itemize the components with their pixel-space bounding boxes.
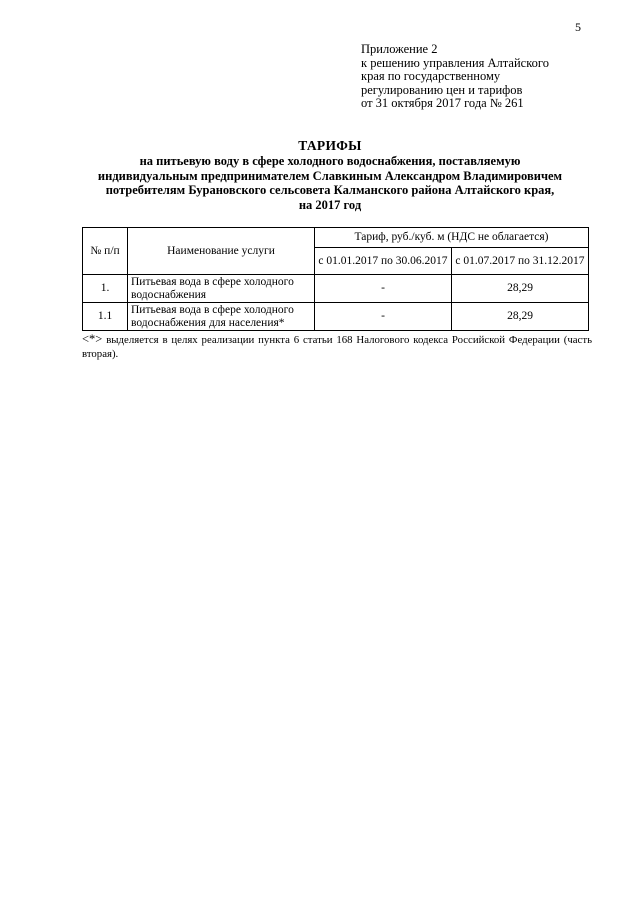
title-line: потребителям Бурановского сельсовета Калманского района Алтайского края, <box>105 183 555 197</box>
row-value-period-1: - <box>315 275 452 303</box>
header-number: № п/п <box>83 228 128 275</box>
table-row <box>83 303 589 331</box>
row-value-period-2: 28,29 <box>452 303 589 331</box>
appendix-line: к решению управления Алтайского <box>361 55 549 70</box>
appendix-line: регулированию цен и тарифов <box>361 82 523 97</box>
header-service-name: Наименование услуги <box>128 228 315 275</box>
footnote <box>82 332 592 361</box>
row-number: 1. <box>83 275 128 303</box>
row-service-name: Питьевая вода в сфере холодного водоснабжения <box>128 275 315 303</box>
appendix-line: от 31 октября 2017 года № 261 <box>361 96 524 111</box>
appendix-line: края по государственному <box>361 69 501 84</box>
appendix-reference <box>361 43 611 111</box>
title-heading: ТАРИФЫ <box>298 138 362 153</box>
header-tariff: Тариф, руб./куб. м (НДС не облагается) <box>315 228 589 248</box>
page-number: 5 <box>575 20 581 34</box>
row-value-period-1: - <box>315 303 452 331</box>
document-title <box>60 138 600 212</box>
header-period-1: с 01.01.2017 по 30.06.2017 <box>315 248 452 275</box>
footnote-marker: <*> <box>82 332 103 346</box>
title-line: на питьевую воду в сфере холодного водоснабжения, поставляемую <box>139 154 521 168</box>
row-service-name: Питьевая вода в сфере холодного водоснабжения для населения* <box>128 303 315 331</box>
appendix-line: Приложение 2 <box>361 42 438 56</box>
tariff-table <box>82 227 589 331</box>
row-number: 1.1 <box>83 303 128 331</box>
title-line: на 2017 год <box>298 197 362 212</box>
footnote-text: выделяется в целях реализации пункта 6 статьи 168 Налогового кодекса Российской Федерации (часть вторая). <box>82 334 592 360</box>
header-period-2: с 01.07.2017 по 31.12.2017 <box>452 248 589 275</box>
row-value-period-2: 28,29 <box>452 275 589 303</box>
table-row <box>83 275 589 303</box>
title-line: индивидуальным предпринимателем Славкиным Александром Владимировичем <box>97 168 563 183</box>
